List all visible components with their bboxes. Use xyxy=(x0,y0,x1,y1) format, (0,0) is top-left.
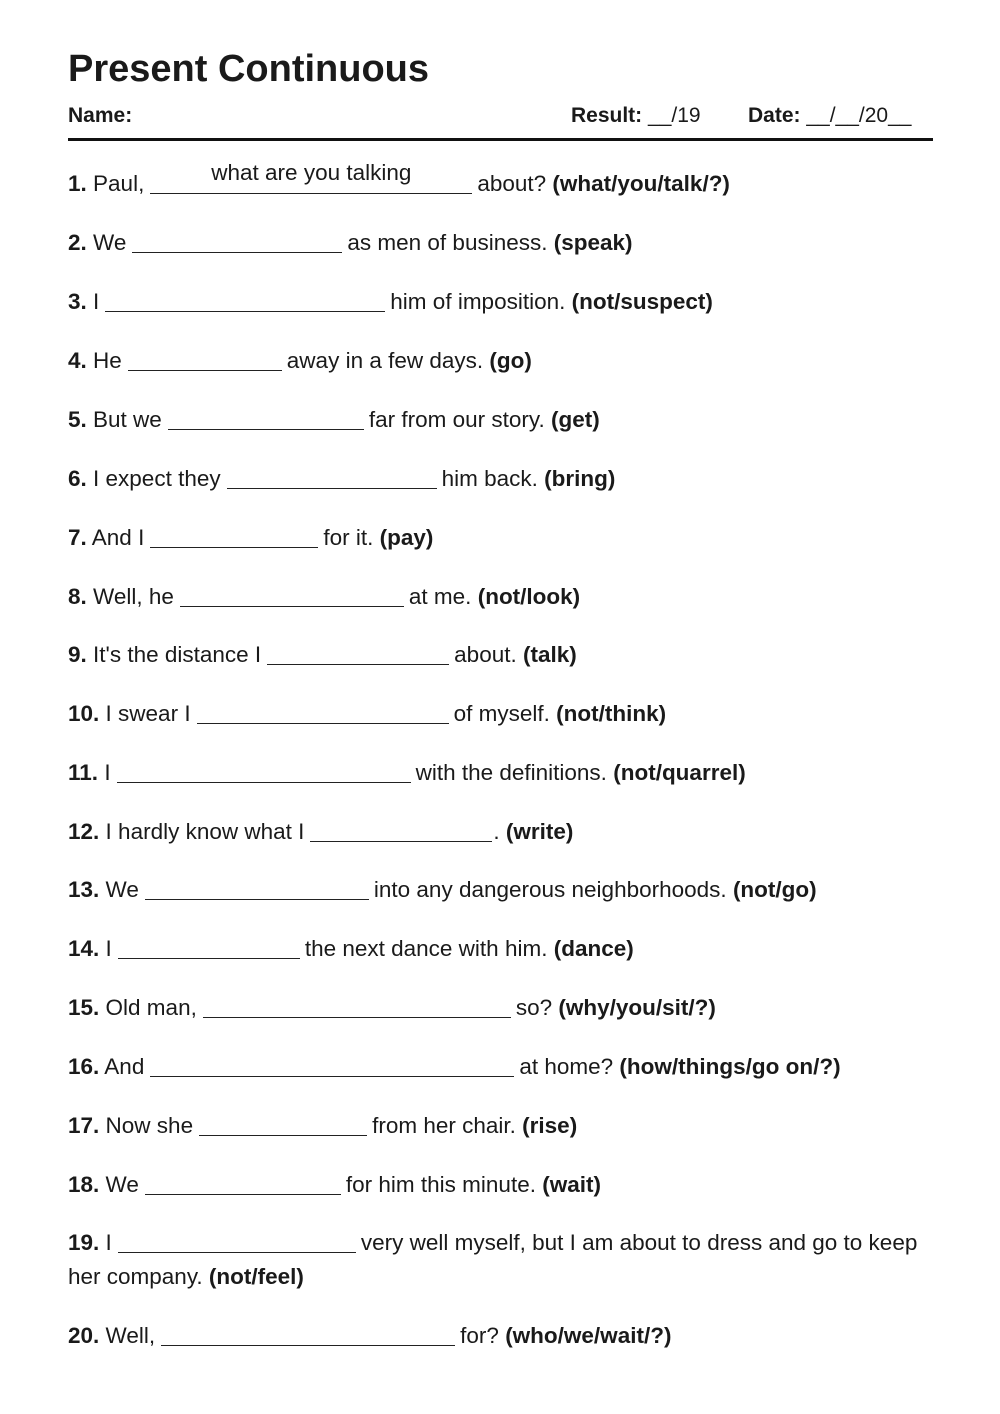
question-8 xyxy=(68,580,933,614)
question-text-before: I swear I xyxy=(105,701,191,726)
verb-hint: (write) xyxy=(505,819,574,844)
question-number: 8. xyxy=(68,584,87,609)
question-1 xyxy=(68,160,933,201)
answer-blank[interactable] xyxy=(117,758,411,783)
question-13 xyxy=(68,873,933,907)
question-text-after: from her chair. xyxy=(372,1113,516,1138)
question-11 xyxy=(68,756,933,790)
result-field xyxy=(571,102,701,130)
question-text-after: for? xyxy=(460,1323,499,1348)
question-number: 6. xyxy=(68,466,87,491)
verb-hint: (speak) xyxy=(553,230,633,255)
verb-hint: (not/suspect) xyxy=(571,289,713,314)
question-text-after: for it. xyxy=(323,525,374,550)
question-text-after: far from our story. xyxy=(368,407,545,432)
filled-answer: what are you talking xyxy=(211,160,412,185)
question-text-after: at home? xyxy=(519,1054,614,1079)
answer-blank[interactable] xyxy=(267,640,449,665)
answer-blank[interactable] xyxy=(150,1052,514,1077)
question-15 xyxy=(68,991,933,1025)
question-number: 7. xyxy=(68,525,87,550)
verb-hint: (not/think) xyxy=(556,701,667,726)
question-number: 16. xyxy=(68,1054,100,1079)
question-10 xyxy=(68,697,933,731)
answer-blank[interactable] xyxy=(203,993,511,1018)
verb-hint: (wait) xyxy=(542,1172,601,1197)
question-number: 2. xyxy=(68,230,87,255)
question-text-after: about. xyxy=(454,642,517,667)
question-number: 20. xyxy=(68,1323,100,1348)
question-text-before: I xyxy=(104,760,111,785)
question-number: 4. xyxy=(68,348,87,373)
verb-hint: (get) xyxy=(550,407,600,432)
question-text-before: We xyxy=(105,877,139,902)
question-text-before: I xyxy=(105,936,112,961)
question-number: 10. xyxy=(68,701,100,726)
answer-blank[interactable] xyxy=(180,582,404,607)
question-number: 1. xyxy=(68,171,87,196)
question-number: 17. xyxy=(68,1113,100,1138)
answer-blank[interactable] xyxy=(310,817,492,842)
question-text-before: Well, he xyxy=(93,584,174,609)
question-9 xyxy=(68,638,933,672)
answer-blank[interactable] xyxy=(105,287,385,312)
question-text-before: I xyxy=(105,1230,112,1255)
question-number: 18. xyxy=(68,1172,100,1197)
question-6 xyxy=(68,462,933,496)
question-number: 15. xyxy=(68,995,100,1020)
question-text-before: We xyxy=(105,1172,139,1197)
question-text-after: away in a few days. xyxy=(286,348,484,373)
question-number: 3. xyxy=(68,289,87,314)
verb-hint: (what/you/talk/?) xyxy=(552,171,730,196)
date-value: __/__/20__ xyxy=(806,104,912,127)
verb-hint: (why/you/sit/?) xyxy=(558,995,716,1020)
answer-blank[interactable] xyxy=(150,160,472,194)
question-text-before: And xyxy=(104,1054,145,1079)
verb-hint: (pay) xyxy=(379,525,434,550)
answer-blank[interactable] xyxy=(227,464,437,489)
verb-hint: (not/look) xyxy=(477,584,581,609)
worksheet-title: Present Continuous xyxy=(68,48,430,90)
question-12 xyxy=(68,815,933,849)
answer-blank[interactable] xyxy=(150,523,318,548)
verb-hint: (rise) xyxy=(522,1113,578,1138)
question-19 xyxy=(68,1226,933,1294)
worksheet-header xyxy=(68,102,933,130)
verb-hint: (who/we/wait/?) xyxy=(505,1323,672,1348)
question-text-after: . xyxy=(493,819,500,844)
verb-hint: (talk) xyxy=(523,642,577,667)
question-number: 12. xyxy=(68,819,100,844)
question-number: 14. xyxy=(68,936,100,961)
question-text-after: the next dance with him. xyxy=(304,936,548,961)
question-text-after: him of imposition. xyxy=(390,289,566,314)
question-number: 19. xyxy=(68,1230,100,1255)
answer-blank[interactable] xyxy=(118,934,300,959)
question-text-before: He xyxy=(93,348,122,373)
date-label: Date: xyxy=(748,104,801,127)
verb-hint: (not/quarrel) xyxy=(613,760,746,785)
question-text-before: Well, xyxy=(105,1323,156,1348)
question-5 xyxy=(68,403,933,437)
question-2 xyxy=(68,226,933,260)
answer-blank[interactable] xyxy=(199,1111,367,1136)
question-3 xyxy=(68,285,933,319)
question-text-before: We xyxy=(93,230,127,255)
verb-hint: (bring) xyxy=(544,466,616,491)
question-text-before: Old man, xyxy=(105,995,197,1020)
answer-blank[interactable] xyxy=(132,228,342,253)
question-text-after: so? xyxy=(515,995,553,1020)
answer-blank[interactable] xyxy=(161,1321,455,1346)
question-text-before: I hardly know what I xyxy=(105,819,305,844)
question-16 xyxy=(68,1050,933,1084)
question-20 xyxy=(68,1319,933,1353)
question-text-before: But we xyxy=(93,407,162,432)
question-text-after: of myself. xyxy=(453,701,550,726)
question-text-after: about? xyxy=(477,171,547,196)
verb-hint: (how/things/go on/?) xyxy=(619,1054,841,1079)
question-4 xyxy=(68,344,933,378)
answer-blank[interactable] xyxy=(197,699,449,724)
question-number: 11. xyxy=(68,760,99,785)
question-text-before: Paul, xyxy=(93,171,145,196)
question-text-after: him back. xyxy=(441,466,538,491)
verb-hint: (go) xyxy=(489,348,532,373)
question-text-after: as men of business. xyxy=(347,230,548,255)
verb-hint: (not/feel) xyxy=(208,1264,304,1289)
question-number: 13. xyxy=(68,877,100,902)
question-7 xyxy=(68,521,933,555)
answer-blank[interactable] xyxy=(145,1170,341,1195)
question-text-before: Now she xyxy=(105,1113,194,1138)
answer-blank[interactable] xyxy=(145,875,369,900)
question-text-after: for him this minute. xyxy=(345,1172,536,1197)
question-text-before: I expect they xyxy=(93,466,221,491)
question-number: 5. xyxy=(68,407,87,432)
question-text-before: And I xyxy=(91,525,145,550)
date-field xyxy=(748,102,911,130)
question-text-before: It's the distance I xyxy=(93,642,262,667)
name-label: Name: xyxy=(68,104,133,127)
question-text-before: I xyxy=(93,289,100,314)
question-14 xyxy=(68,932,933,966)
answer-blank[interactable] xyxy=(168,405,364,430)
question-17 xyxy=(68,1109,933,1143)
verb-hint: (dance) xyxy=(553,936,634,961)
question-text-after: into any dangerous neighborhoods. xyxy=(373,877,727,902)
header-divider xyxy=(68,138,933,141)
question-18 xyxy=(68,1168,933,1202)
question-text-after: with the definitions. xyxy=(415,760,607,785)
verb-hint: (not/go) xyxy=(732,877,817,902)
question-text-after: very well myself, but I am about to dress and go to keep her company. xyxy=(68,1230,918,1289)
result-value: __/19 xyxy=(648,104,701,127)
question-text-after: at me. xyxy=(408,584,472,609)
question-number: 9. xyxy=(68,642,87,667)
answer-blank[interactable] xyxy=(118,1228,356,1253)
answer-blank[interactable] xyxy=(128,346,282,371)
result-label: Result: xyxy=(571,104,643,127)
